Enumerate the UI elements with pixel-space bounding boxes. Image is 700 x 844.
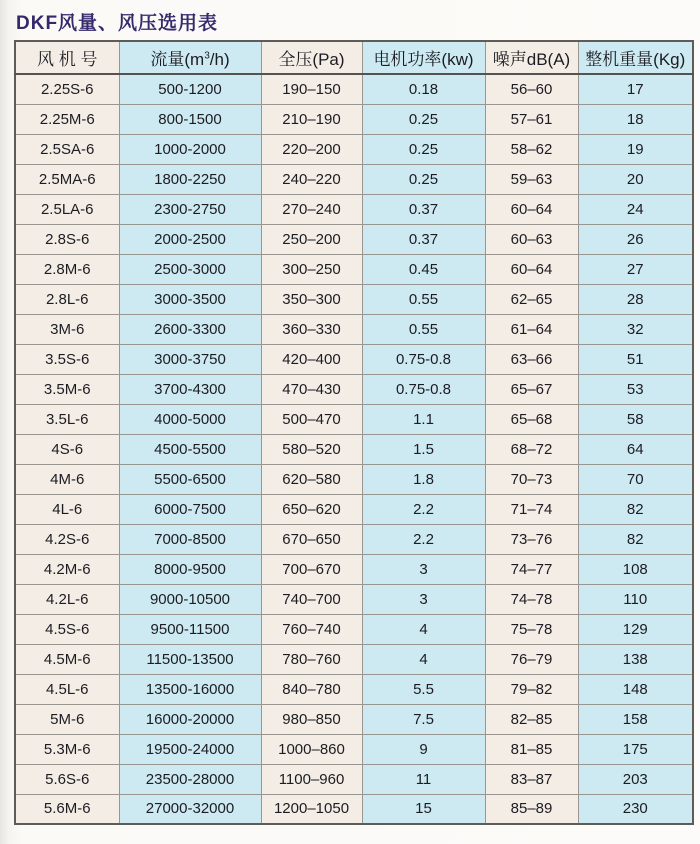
table-row — [15, 704, 693, 734]
cell-model: 2.5MA-6 — [15, 164, 119, 194]
cell-model: 3M-6 — [15, 314, 119, 344]
cell-model: 4.5L-6 — [15, 674, 119, 704]
cell-pressure: 620–580 — [261, 464, 362, 494]
cell-weight: 51 — [578, 344, 693, 374]
cell-pressure: 1100–960 — [261, 764, 362, 794]
cell-power: 0.55 — [362, 314, 485, 344]
cell-weight: 70 — [578, 464, 693, 494]
cell-model: 4.2M-6 — [15, 554, 119, 584]
cell-power: 0.37 — [362, 194, 485, 224]
cell-power: 0.25 — [362, 164, 485, 194]
cell-pressure: 250–200 — [261, 224, 362, 254]
cell-weight: 82 — [578, 524, 693, 554]
cell-pressure: 650–620 — [261, 494, 362, 524]
cell-weight: 27 — [578, 254, 693, 284]
cell-power: 0.25 — [362, 134, 485, 164]
cell-model: 5.6S-6 — [15, 764, 119, 794]
cell-flow: 3000-3750 — [119, 344, 261, 374]
table-row — [15, 404, 693, 434]
cell-power: 2.2 — [362, 494, 485, 524]
cell-model: 5M-6 — [15, 704, 119, 734]
cell-pressure: 700–670 — [261, 554, 362, 584]
cell-flow: 11500-13500 — [119, 644, 261, 674]
cell-weight: 175 — [578, 734, 693, 764]
cell-flow: 1800-2250 — [119, 164, 261, 194]
cell-power: 4 — [362, 644, 485, 674]
table-row — [15, 794, 693, 824]
cell-power: 9 — [362, 734, 485, 764]
cell-flow: 16000-20000 — [119, 704, 261, 734]
cell-model: 4.2S-6 — [15, 524, 119, 554]
cell-power: 0.25 — [362, 104, 485, 134]
cell-weight: 32 — [578, 314, 693, 344]
cell-flow: 7000-8500 — [119, 524, 261, 554]
table-row — [15, 74, 693, 104]
cell-noise: 60–64 — [485, 254, 578, 284]
col-header-noise: 噪声dB(A) — [485, 41, 578, 74]
cell-power: 7.5 — [362, 704, 485, 734]
cell-flow: 4000-5000 — [119, 404, 261, 434]
cell-model: 4L-6 — [15, 494, 119, 524]
cell-model: 2.8M-6 — [15, 254, 119, 284]
cell-noise: 62–65 — [485, 284, 578, 314]
cell-noise: 73–76 — [485, 524, 578, 554]
cell-model: 4M-6 — [15, 464, 119, 494]
cell-noise: 70–73 — [485, 464, 578, 494]
cell-power: 15 — [362, 794, 485, 824]
table-row — [15, 554, 693, 584]
col-header-power: 电机功率(kw) — [362, 41, 485, 74]
cell-flow: 27000-32000 — [119, 794, 261, 824]
table-row — [15, 734, 693, 764]
cell-model: 2.5LA-6 — [15, 194, 119, 224]
cell-model: 2.8S-6 — [15, 224, 119, 254]
cell-flow: 2000-2500 — [119, 224, 261, 254]
col-header-flow-suffix: /h) — [209, 50, 230, 69]
cell-weight: 108 — [578, 554, 693, 584]
cell-weight: 158 — [578, 704, 693, 734]
col-header-flow-superscript: 3 — [204, 50, 210, 62]
cell-pressure: 240–220 — [261, 164, 362, 194]
table-row — [15, 164, 693, 194]
cell-pressure: 350–300 — [261, 284, 362, 314]
cell-power: 3 — [362, 584, 485, 614]
cell-power: 2.2 — [362, 524, 485, 554]
cell-weight: 230 — [578, 794, 693, 824]
cell-weight: 26 — [578, 224, 693, 254]
cell-noise: 58–62 — [485, 134, 578, 164]
cell-pressure: 670–650 — [261, 524, 362, 554]
table-row — [15, 104, 693, 134]
cell-power: 0.18 — [362, 74, 485, 104]
cell-power: 1.8 — [362, 464, 485, 494]
cell-noise: 59–63 — [485, 164, 578, 194]
cell-noise: 60–64 — [485, 194, 578, 224]
header-row — [15, 41, 693, 74]
cell-model: 4.2L-6 — [15, 584, 119, 614]
cell-pressure: 210–190 — [261, 104, 362, 134]
cell-noise: 81–85 — [485, 734, 578, 764]
cell-weight: 82 — [578, 494, 693, 524]
cell-noise: 85–89 — [485, 794, 578, 824]
table-row — [15, 614, 693, 644]
table-row — [15, 314, 693, 344]
table-row — [15, 194, 693, 224]
cell-noise: 63–66 — [485, 344, 578, 374]
cell-flow: 4500-5500 — [119, 434, 261, 464]
table-row — [15, 434, 693, 464]
table-row — [15, 674, 693, 704]
cell-power: 4 — [362, 614, 485, 644]
cell-weight: 110 — [578, 584, 693, 614]
table-row — [15, 644, 693, 674]
cell-power: 0.37 — [362, 224, 485, 254]
cell-noise: 68–72 — [485, 434, 578, 464]
cell-pressure: 980–850 — [261, 704, 362, 734]
cell-pressure: 270–240 — [261, 194, 362, 224]
cell-pressure: 760–740 — [261, 614, 362, 644]
cell-pressure: 500–470 — [261, 404, 362, 434]
table-row — [15, 764, 693, 794]
table-row — [15, 284, 693, 314]
fan-spec-table — [14, 40, 694, 825]
cell-noise: 71–74 — [485, 494, 578, 524]
cell-weight: 129 — [578, 614, 693, 644]
cell-model: 4S-6 — [15, 434, 119, 464]
cell-noise: 65–67 — [485, 374, 578, 404]
cell-noise: 79–82 — [485, 674, 578, 704]
cell-flow: 3000-3500 — [119, 284, 261, 314]
cell-flow: 13500-16000 — [119, 674, 261, 704]
col-header-flow-prefix: 流量(m — [150, 50, 205, 69]
cell-flow: 2300-2750 — [119, 194, 261, 224]
cell-flow: 5500-6500 — [119, 464, 261, 494]
cell-flow: 9000-10500 — [119, 584, 261, 614]
cell-weight: 58 — [578, 404, 693, 434]
cell-noise: 56–60 — [485, 74, 578, 104]
cell-noise: 74–78 — [485, 584, 578, 614]
cell-power: 3 — [362, 554, 485, 584]
cell-pressure: 580–520 — [261, 434, 362, 464]
cell-flow: 500-1200 — [119, 74, 261, 104]
table-row — [15, 254, 693, 284]
cell-model: 3.5S-6 — [15, 344, 119, 374]
cell-model: 5.6M-6 — [15, 794, 119, 824]
col-header-weight: 整机重量(Kg) — [578, 41, 693, 74]
cell-weight: 148 — [578, 674, 693, 704]
cell-power: 0.75-0.8 — [362, 344, 485, 374]
cell-model: 2.5SA-6 — [15, 134, 119, 164]
cell-model: 4.5S-6 — [15, 614, 119, 644]
cell-model: 3.5M-6 — [15, 374, 119, 404]
cell-model: 2.25S-6 — [15, 74, 119, 104]
cell-model: 5.3M-6 — [15, 734, 119, 764]
cell-flow: 1000-2000 — [119, 134, 261, 164]
cell-weight: 24 — [578, 194, 693, 224]
cell-model: 2.8L-6 — [15, 284, 119, 314]
col-header-pressure: 全压(Pa) — [261, 41, 362, 74]
cell-power: 1.1 — [362, 404, 485, 434]
cell-flow: 800-1500 — [119, 104, 261, 134]
cell-pressure: 190–150 — [261, 74, 362, 104]
cell-model: 2.25M-6 — [15, 104, 119, 134]
col-header-model: 风 机 号 — [15, 41, 119, 74]
col-header-flow — [119, 41, 261, 74]
cell-power: 0.45 — [362, 254, 485, 284]
cell-flow: 19500-24000 — [119, 734, 261, 764]
cell-weight: 203 — [578, 764, 693, 794]
cell-weight: 138 — [578, 644, 693, 674]
cell-flow: 8000-9500 — [119, 554, 261, 584]
cell-noise: 65–68 — [485, 404, 578, 434]
cell-noise: 75–78 — [485, 614, 578, 644]
table-row — [15, 524, 693, 554]
cell-power: 0.75-0.8 — [362, 374, 485, 404]
page-title: DKF风量、风压选用表 — [16, 13, 219, 34]
cell-flow: 9500-11500 — [119, 614, 261, 644]
cell-noise: 82–85 — [485, 704, 578, 734]
table-row — [15, 344, 693, 374]
cell-weight: 53 — [578, 374, 693, 404]
cell-flow: 6000-7500 — [119, 494, 261, 524]
table-row — [15, 494, 693, 524]
table-row — [15, 374, 693, 404]
cell-weight: 17 — [578, 74, 693, 104]
cell-noise: 83–87 — [485, 764, 578, 794]
cell-weight: 20 — [578, 164, 693, 194]
table-row — [15, 224, 693, 254]
cell-weight: 28 — [578, 284, 693, 314]
cell-pressure: 420–400 — [261, 344, 362, 374]
cell-weight: 18 — [578, 104, 693, 134]
cell-pressure: 360–330 — [261, 314, 362, 344]
cell-flow: 23500-28000 — [119, 764, 261, 794]
table-row — [15, 464, 693, 494]
cell-noise: 76–79 — [485, 644, 578, 674]
cell-flow: 2500-3000 — [119, 254, 261, 284]
cell-power: 0.55 — [362, 284, 485, 314]
cell-noise: 74–77 — [485, 554, 578, 584]
cell-pressure: 1000–860 — [261, 734, 362, 764]
cell-noise: 57–61 — [485, 104, 578, 134]
cell-pressure: 470–430 — [261, 374, 362, 404]
cell-weight: 19 — [578, 134, 693, 164]
cell-noise: 61–64 — [485, 314, 578, 344]
table-row — [15, 584, 693, 614]
cell-pressure: 780–760 — [261, 644, 362, 674]
cell-model: 3.5L-6 — [15, 404, 119, 434]
table-row — [15, 134, 693, 164]
cell-pressure: 840–780 — [261, 674, 362, 704]
cell-weight: 64 — [578, 434, 693, 464]
cell-pressure: 220–200 — [261, 134, 362, 164]
cell-power: 11 — [362, 764, 485, 794]
cell-power: 1.5 — [362, 434, 485, 464]
cell-flow: 3700-4300 — [119, 374, 261, 404]
cell-pressure: 740–700 — [261, 584, 362, 614]
cell-model: 4.5M-6 — [15, 644, 119, 674]
cell-pressure: 1200–1050 — [261, 794, 362, 824]
cell-power: 5.5 — [362, 674, 485, 704]
cell-pressure: 300–250 — [261, 254, 362, 284]
cell-flow: 2600-3300 — [119, 314, 261, 344]
cell-noise: 60–63 — [485, 224, 578, 254]
